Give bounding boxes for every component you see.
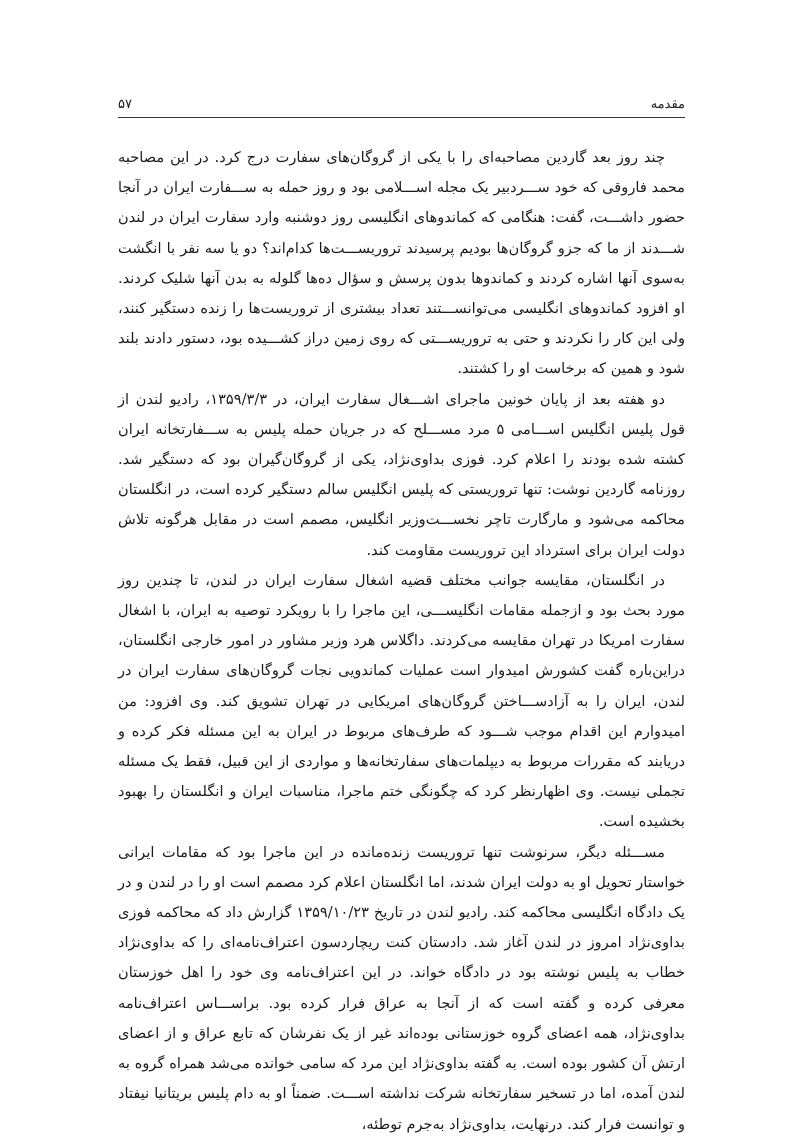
header-rule xyxy=(118,117,685,118)
chapter-title: مقدمه xyxy=(650,97,685,112)
paragraph-1: چند روز بعد گاردین مصاحبه‌ای را با یکی از گروگان‌های سفارت درج کرد. در این مصاحبه محمد فاروقی که خود ســـردبیر یک مجله اســـلامی بود و روز حمله به ســـفارت ایران در آنجا حضور داشـــت، گفت: هنگامی که کماندوهای انگلیسی روز دوشنبه وارد سفارت ایران در لندن شـــدند از ما که جزو گروگان‌ها بودیم پرسیدند تروریســـت‌ها کدام‌اند؟ دو یا سه نفر با انگشت به‌سوی آنها اشاره کردند و کماندوها بدون پرسش و سؤال ده‌ها گلوله به بدن آنها شلیک کردند. او افزود کماندوهای انگلیسی می‌توانســـتند تعداد بیشتری از تروریست‌ها را زنده دستگیر کنند، ولی این کار را نکردند و حتی به تروریســـتی که روی زمین دراز کشـــیده بود، دستور دادند بلند شود و همین که برخاست او را کشتند. xyxy=(118,149,685,378)
paragraph-3: در انگلستان، مقایسه جوانب مختلف قضیه اشغال سفارت ایران در لندن، تا چندین روز مورد بحث بود و ازجمله مقامات انگلیســـی، این ماجرا را با رویکرد توصیه به ایران، با اشغال سفارت امریکا در تهران مقایسه می‌کردند. داگلاس هرد وزیر مشاور در امور خارجی انگلستان، دراین‌باره گفت کشورش امیدوار است عملیات کماندویی نجات گروگان‌های سفارت ایران در لندن، ایران را به آزادســـاختن گروگان‌های امریکایی در تهران تشویق کند. وی افزود: من امیدوارم این اقدام موجب شـــود که طرف‌های مربوط در ایران به این مسئله فکر کرده و دریابند که مقررات مربوط به دیپلمات‌های سفارتخانه‌ها و مواردی از این قبیل، فقط یک مسئله تجملی نیست. وی اظهارنظر کرد که چگونگی ختم ماجرا، مناسبات ایران و انگلستان را بهبود بخشیده است. xyxy=(118,571,685,831)
paragraph-4: مســـئله دیگر، سرنوشت تنها تروریست زنده‌مانده در این ماجرا بود که مقامات ایرانی خواستار تحویل او به دولت ایران شدند، اما انگلستان اعلام کرد مصمم است او را در لندن و در یک دادگاه انگلیسی محاکمه کند. رادیو لندن در تاریخ ۱۳۵۹/۱۰/۲۳ گزارش داد که محاکمه فوزی بداوی‌نژاد امروز در لندن آغاز شد. دادستان کنت ریچاردسون اعتراف‌نامه‌ای را که بداوی‌نژاد خطاب به پلیس نوشته بود در دادگاه خواند. در این اعتراف‌نامه وی خود را اهل خوزستان معرفی کرده و گفته است که از آنجا به عراق فرار کرده بود. براســـاس اعتراف‌نامه بداوی‌نژاد، همه اعضای گروه خوزستانی بوده‌اند غیر از یک نفرشان که تابع عراق و از اعضای ارتش آن کشور بوده است. به گفته بداوی‌نژاد این مرد که سامی خوانده می‌شد همراه گروه به لندن آمده، اما در تسخیر سفارتخانه شرکت نداشته اســـت. ضمناً او به دام پلیس بریتانیا نیفتاد و توانست فرار کند. درنهایت، بداوی‌نژاد به‌جرم توطئه، xyxy=(118,843,685,1133)
running-header xyxy=(118,94,685,116)
page-number: ۵۷ xyxy=(118,97,132,112)
body-text xyxy=(118,143,685,1140)
paragraph-2: دو هفته بعد از پایان خونین ماجرای اشـــغال سفارت ایران، در ۱۳۵۹/۳/۳، رادیو لندن از قول پلیس انگلیس اســـامی ۵ مرد مســـلح که در جریان حمله پلیس به ســـفارتخانه ایران کشته شده بودند را اعلام کرد. فوزی بداوی‌نژاد، یکی از گروگان‌گیران بود که دستگیر شد. روزنامه گاردین نوشت: تنها تروریستی که پلیس انگلیس سالم دستگیر کرده است، در انگلستان محاکمه می‌شود و مارگارت تاچر نخســـت‌وزیر انگلیس، مصمم است در مقابل هرگونه تلاش دولت ایران برای استرداد این تروریست مقاومت کند. xyxy=(118,390,685,559)
